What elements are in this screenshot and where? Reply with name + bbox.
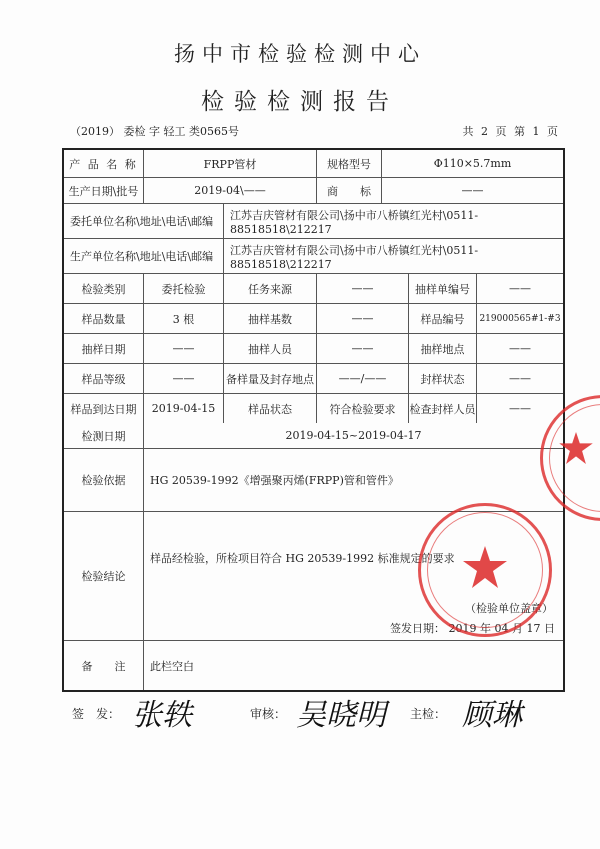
- label: 委托单位名称\地址\电话\邮编: [64, 204, 224, 238]
- table-row: [64, 512, 563, 641]
- value: ——: [509, 402, 531, 415]
- label: 抽样地点: [409, 334, 477, 363]
- label: 规格型号: [317, 150, 382, 177]
- value: ——: [144, 364, 224, 393]
- approver-signature: 顾琳: [462, 698, 522, 733]
- table-row: [64, 239, 563, 274]
- seal-note: （检验单位盖章）: [465, 602, 553, 615]
- value: 219000565#1-#3: [479, 313, 561, 324]
- value: Φ110×5.7mm: [433, 157, 512, 170]
- table-row: [64, 449, 563, 512]
- label: 生产单位名称\地址\电话\邮编: [64, 239, 224, 273]
- label: 检测日期: [64, 423, 144, 448]
- label: 检查封样人员: [409, 394, 477, 423]
- conclusion-text: 样品经检验，所检项目符合 HG 20539-1992 标准规定的要求: [150, 552, 455, 565]
- value: 2019-04\——: [144, 178, 317, 203]
- table-row: [64, 364, 563, 394]
- label: 备样量及封存地点: [224, 364, 317, 393]
- issue-date: 2019 年 04 月 17 日: [448, 622, 555, 635]
- value: 江苏吉庆管材有限公司\扬中市八桥镇红光村\0511-88518518\212217: [230, 243, 479, 271]
- table-row: [64, 641, 563, 690]
- value: ——: [509, 342, 531, 355]
- value: ——: [317, 304, 409, 333]
- value: 此栏空白: [150, 659, 194, 673]
- label: 备 注: [64, 641, 144, 690]
- report-table: [62, 148, 565, 692]
- label: 抽样人员: [224, 334, 317, 363]
- value: 符合检验要求: [317, 394, 409, 423]
- issuer-label: 签 发：: [72, 707, 121, 721]
- page-count: 共 2 页 第 1 页: [462, 125, 560, 138]
- label: 任务来源: [224, 274, 317, 303]
- table-row: [64, 274, 563, 304]
- label: 样品状态: [224, 394, 317, 423]
- report-title: 检验检测报告: [201, 89, 399, 115]
- label: 样品到达日期: [64, 394, 144, 423]
- issue-date-label: 签发日期：: [390, 622, 446, 635]
- report-number: （2019） 委检 字 轻工 类0565号: [70, 125, 239, 138]
- label: 检验依据: [64, 449, 144, 511]
- label: 样品数量: [64, 304, 144, 333]
- label: 生产日期\批号: [64, 178, 144, 203]
- reviewer-signature: 吴晓明: [296, 698, 386, 733]
- org-name: 扬中市检验检测中心: [174, 42, 426, 66]
- value: ——: [144, 334, 224, 363]
- value: 江苏吉庆管材有限公司\扬中市八桥镇红光村\0511-88518518\212217: [230, 208, 479, 236]
- value: ——: [509, 372, 531, 385]
- value: FRPP管材: [144, 150, 317, 177]
- label: 抽样日期: [64, 334, 144, 363]
- issuer-signature: 张轶: [132, 698, 192, 733]
- value: HG 20539-1992《增强聚丙烯(FRPP)管和管件》: [150, 474, 399, 487]
- conclusion-cell: [144, 512, 563, 640]
- label: 检验结论: [64, 512, 144, 640]
- label: 封样状态: [409, 364, 477, 393]
- table-row: [64, 304, 563, 334]
- label: 商 标: [317, 178, 382, 203]
- table-row: [64, 204, 563, 239]
- table-row: [64, 178, 563, 204]
- reviewer-label: 审核：: [250, 707, 287, 721]
- approver-label: 主检：: [410, 707, 447, 721]
- value: ——: [317, 274, 409, 303]
- label: 样品等级: [64, 364, 144, 393]
- table-row: [64, 150, 563, 178]
- label: 抽样单编号: [409, 274, 477, 303]
- label: 检验类别: [64, 274, 144, 303]
- value: ——: [317, 334, 409, 363]
- label: 产 品 名 称: [64, 150, 144, 177]
- table-row: [64, 334, 563, 364]
- value: 委托检验: [144, 274, 224, 303]
- value: ——: [509, 282, 531, 295]
- table-row: [64, 423, 563, 449]
- value: ——: [461, 184, 484, 197]
- value: 3 根: [144, 304, 224, 333]
- value: 2019-04-15~2019-04-17: [285, 429, 422, 442]
- value: ——/——: [317, 364, 409, 393]
- table-row: [64, 394, 563, 423]
- value: 2019-04-15: [144, 394, 224, 423]
- label: 样品编号: [409, 304, 477, 333]
- label: 抽样基数: [224, 304, 317, 333]
